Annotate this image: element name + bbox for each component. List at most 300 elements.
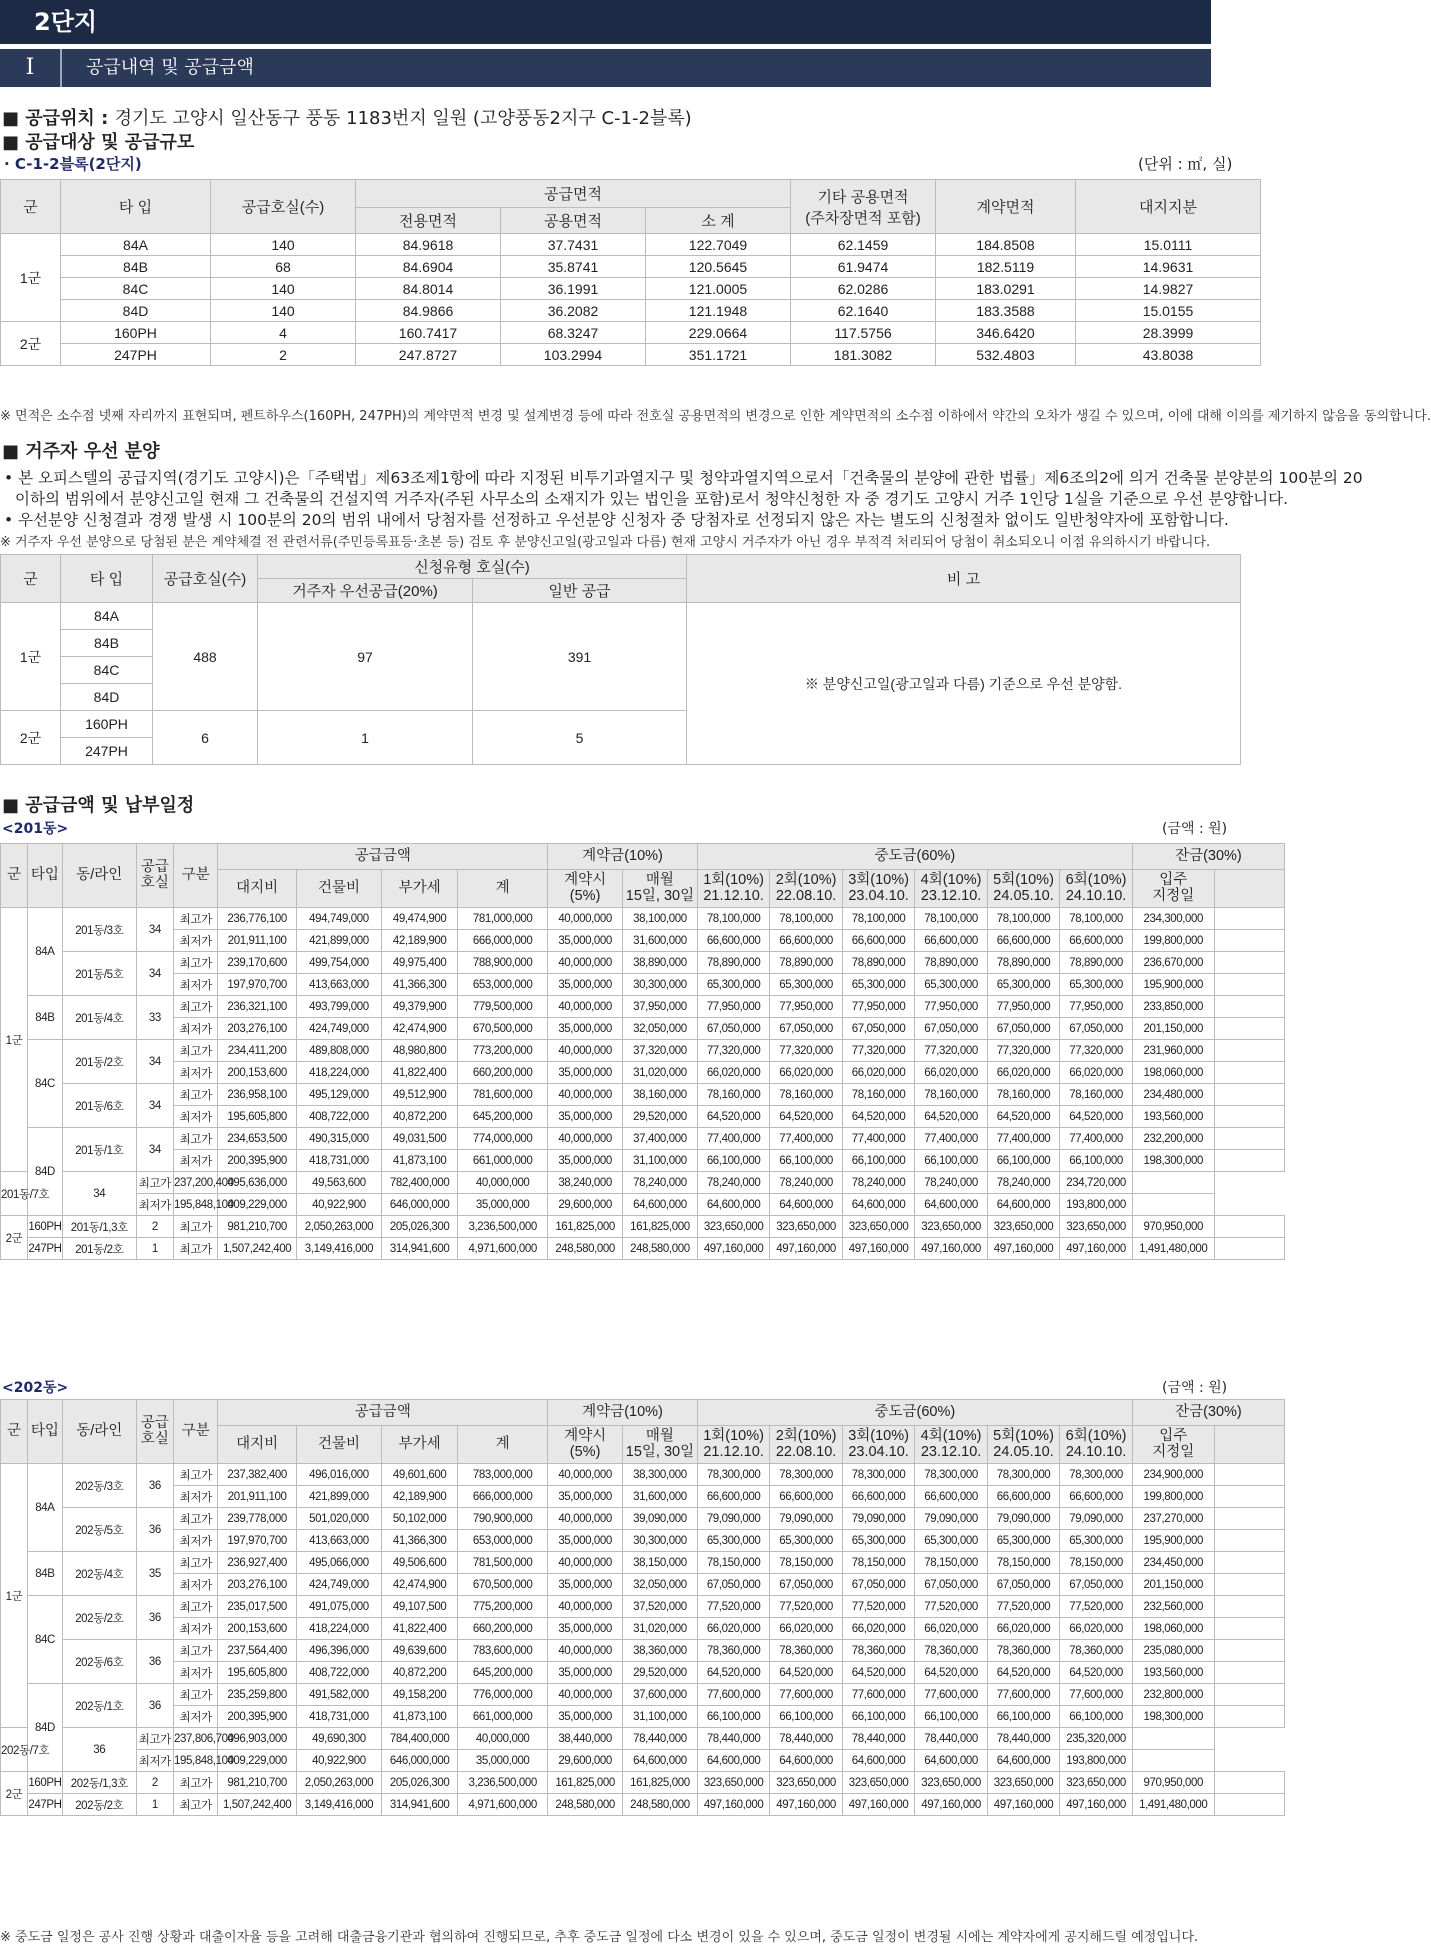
cell: 64,520,000 [770, 1662, 842, 1684]
cell: 78,100,000 [1060, 908, 1133, 930]
cell: 43.8038 [1076, 344, 1261, 366]
table-row [1, 1508, 1285, 1530]
resident-heading: ■ 거주자 우선 분양 [2, 441, 160, 462]
cell: 77,320,000 [987, 1040, 1059, 1062]
table-row [1, 322, 1261, 344]
cell: 66,020,000 [770, 1618, 842, 1640]
cell: 77,320,000 [697, 1040, 769, 1062]
price-kind: 최저가 [174, 1530, 218, 1552]
cell: 40,000,000 [548, 1084, 623, 1106]
count-cell: 2 [136, 1216, 173, 1238]
price-kind: 최저가 [174, 1662, 218, 1684]
cell: 78,360,000 [915, 1640, 987, 1662]
cell: 84A [61, 234, 211, 256]
cell: 160.7417 [356, 322, 501, 344]
cell: 122.7049 [646, 234, 791, 256]
cell: 35,000,000 [548, 1106, 623, 1128]
cell: 670,500,000 [458, 1574, 548, 1596]
cell: 408,722,000 [296, 1662, 381, 1684]
cell: 78,890,000 [842, 952, 914, 974]
cell: 65,300,000 [770, 1530, 842, 1552]
cell: 773,200,000 [458, 1040, 548, 1062]
cell: 62.1640 [791, 300, 936, 322]
cell: 232,560,000 [1132, 1596, 1214, 1618]
table-row [1, 344, 1261, 366]
cell: 62.0286 [791, 278, 936, 300]
cell: 78,300,000 [915, 1464, 987, 1486]
cell: 35,000,000 [548, 1618, 623, 1640]
cell: 783,600,000 [458, 1640, 548, 1662]
units-cell: 488 [153, 603, 258, 711]
col-header: 군 [1, 180, 61, 234]
priority-cell: 1 [258, 711, 473, 765]
section-number: I [0, 49, 62, 87]
line-cell: 202동/1호 [62, 1684, 136, 1728]
cell: 774,000,000 [458, 1128, 548, 1150]
type-cell: 160PH [61, 711, 153, 738]
cell: 775,200,000 [458, 1596, 548, 1618]
count-cell: 36 [136, 1640, 173, 1684]
cell: 37,320,000 [623, 1040, 698, 1062]
cell: 79,090,000 [1060, 1508, 1133, 1530]
cell: 66,600,000 [987, 930, 1059, 952]
cell: 4,971,600,000 [458, 1794, 548, 1816]
col-header: 전용면적 [356, 208, 501, 234]
cell: 229.0664 [646, 322, 791, 344]
cell: 234,480,000 [1132, 1084, 1214, 1106]
cell: 77,320,000 [770, 1040, 842, 1062]
cell: 496,903,000 [218, 1728, 296, 1750]
cell: 497,160,000 [770, 1238, 842, 1260]
col-header: 공급금액 [218, 844, 548, 870]
cell: 65,300,000 [1060, 974, 1133, 996]
cell: 161,825,000 [623, 1772, 698, 1794]
cell: 781,500,000 [458, 1552, 548, 1574]
cell: 65,300,000 [987, 974, 1059, 996]
line-cell: 202동/6호 [62, 1640, 136, 1684]
table-row [1, 1464, 1285, 1486]
cell: 50,102,000 [382, 1508, 458, 1530]
cell: 78,160,000 [842, 1084, 914, 1106]
cell: 66,020,000 [842, 1618, 914, 1640]
cell: 646,000,000 [382, 1750, 458, 1772]
col-header: 계약시 (5%) [548, 870, 623, 908]
price-heading: ■ 공급금액 및 납부일정 [2, 795, 195, 816]
cell: 203,276,100 [218, 1574, 296, 1596]
cell: 65,300,000 [697, 974, 769, 996]
price-kind: 최저가 [136, 1750, 173, 1772]
cell: 236,776,100 [218, 908, 296, 930]
cell: 49,474,900 [382, 908, 458, 930]
cell: 121.0005 [646, 278, 791, 300]
supply-note: ※ 면적은 소수점 넷째 자리까지 표현되며, 펜트하우스(160PH, 247PH)의 계약면적 변경 및 설계변경 등에 따라 전호실 공용면적의 변경으로 인한 계약면적의 소수점 이하에서 약간의 오차가 생길 수 있으며, 이에 대해 이의를 제기하지 않음을 동의합니다. [0, 409, 1431, 424]
cell: 42,474,900 [382, 1018, 458, 1040]
cell: 78,300,000 [697, 1464, 769, 1486]
cell: 36.2082 [501, 300, 646, 322]
cell: 64,520,000 [697, 1662, 769, 1684]
cell: 31,020,000 [623, 1618, 698, 1640]
price-kind: 최고가 [174, 1084, 218, 1106]
cell: 140 [211, 234, 356, 256]
cell: 495,129,000 [296, 1084, 381, 1106]
cell: 78,360,000 [987, 1640, 1059, 1662]
cell: 184.8508 [936, 234, 1076, 256]
cell: 49,379,900 [382, 996, 458, 1018]
table-row [1, 1706, 1285, 1728]
col-header: 구분 [174, 844, 218, 908]
line-cell: 202동/1,3호 [62, 1772, 136, 1794]
cell: 65,300,000 [915, 974, 987, 996]
cell: 64,600,000 [697, 1750, 769, 1772]
cell: 161,825,000 [548, 1772, 623, 1794]
col-header: 타 입 [61, 180, 211, 234]
cell: 1,491,480,000 [1132, 1238, 1214, 1260]
cell: 234,653,500 [218, 1128, 296, 1150]
cell: 205,026,300 [382, 1216, 458, 1238]
cell: 490,315,000 [296, 1128, 381, 1150]
cell: 77,400,000 [697, 1128, 769, 1150]
cell: 4 [211, 322, 356, 344]
price-kind: 최저가 [136, 1194, 173, 1216]
cell: 234,450,000 [1132, 1552, 1214, 1574]
table-row [1, 952, 1285, 974]
table-row [1, 1596, 1285, 1618]
col-header: 공용면적 [501, 208, 646, 234]
cell: 66,020,000 [770, 1062, 842, 1084]
cell: 65,300,000 [987, 1530, 1059, 1552]
cell: 66,100,000 [987, 1706, 1059, 1728]
cell: 346.6420 [936, 322, 1076, 344]
table-row [1, 930, 1285, 952]
cell: 195,605,800 [218, 1662, 296, 1684]
col-header: 동/라인 [62, 1400, 136, 1464]
cell: 78,440,000 [987, 1728, 1059, 1750]
type-cell: 160PH [27, 1772, 62, 1794]
cell: 497,160,000 [915, 1238, 987, 1260]
table-row [1, 1172, 1285, 1194]
cell: 323,650,000 [987, 1772, 1059, 1794]
cell: 49,690,300 [296, 1728, 381, 1750]
cell: 645,200,000 [458, 1662, 548, 1684]
table-row [1, 1216, 1285, 1238]
cell: 195,900,000 [1132, 974, 1214, 996]
cell: 37,600,000 [623, 1684, 698, 1706]
group-cell: 1군 [1, 1464, 28, 1728]
resident-line: 이하의 범위에서 분양신고일 현재 그 건축물의 건설지역 거주자(주된 사무소의 소재지가 있는 법인을 포함)로서 청약신청한 자 중 경기도 고양시 거주 1인당 1실을 기준으로 우선 분양합니다. [15, 490, 1289, 508]
cell: 409,229,000 [218, 1750, 296, 1772]
cell: 49,563,600 [296, 1172, 381, 1194]
cell: 66,020,000 [915, 1618, 987, 1640]
price-kind: 최고가 [174, 1508, 218, 1530]
cell: 4,971,600,000 [458, 1238, 548, 1260]
cell: 66,100,000 [697, 1706, 769, 1728]
cell: 42,189,900 [382, 1486, 458, 1508]
general-cell: 391 [473, 603, 687, 711]
cell: 781,600,000 [458, 1084, 548, 1106]
type-cell: 247PH [27, 1794, 62, 1816]
cell: 193,560,000 [1132, 1106, 1214, 1128]
price-kind: 최저가 [174, 1062, 218, 1084]
cell: 15.0155 [1076, 300, 1261, 322]
cell: 421,899,000 [296, 1486, 381, 1508]
cell: 40,000,000 [548, 1684, 623, 1706]
cell: 236,321,100 [218, 996, 296, 1018]
cell: 497,160,000 [697, 1794, 769, 1816]
cell: 495,066,000 [296, 1552, 381, 1574]
col-header: 대지비 [218, 1426, 296, 1464]
cell: 3,236,500,000 [458, 1216, 548, 1238]
cell: 38,150,000 [623, 1552, 698, 1574]
cell: 77,950,000 [770, 996, 842, 1018]
price-kind: 최고가 [174, 1238, 218, 1260]
cell: 77,950,000 [842, 996, 914, 1018]
price-kind: 최고가 [174, 1128, 218, 1150]
cell: 35,000,000 [458, 1750, 548, 1772]
cell: 78,890,000 [1060, 952, 1133, 974]
cell: 66,020,000 [987, 1618, 1059, 1640]
count-cell: 34 [136, 952, 173, 996]
cell: 237,564,400 [218, 1640, 296, 1662]
cell: 77,600,000 [1060, 1684, 1133, 1706]
cell: 35,000,000 [548, 1018, 623, 1040]
cell: 183.3588 [936, 300, 1076, 322]
cell: 39,090,000 [623, 1508, 698, 1530]
cell: 66,020,000 [697, 1618, 769, 1640]
cell: 78,160,000 [987, 1084, 1059, 1106]
line-cell: 201동/2호 [62, 1238, 136, 1260]
cell: 64,600,000 [770, 1194, 842, 1216]
cell: 497,160,000 [697, 1238, 769, 1260]
cell: 323,650,000 [987, 1216, 1059, 1238]
cell: 239,778,000 [218, 1508, 296, 1530]
cell: 40,000,000 [548, 996, 623, 1018]
type-cell: 84B [27, 996, 62, 1040]
table-row [1, 908, 1285, 930]
cell: 237,270,000 [1132, 1508, 1214, 1530]
table-row [1, 1574, 1285, 1596]
col-header: 매월 15일, 30일 [623, 870, 698, 908]
cell: 79,090,000 [770, 1508, 842, 1530]
cell: 64,600,000 [915, 1750, 987, 1772]
cell: 40,000,000 [548, 1596, 623, 1618]
cell: 78,360,000 [842, 1640, 914, 1662]
cell: 496,396,000 [296, 1640, 381, 1662]
cell: 35,000,000 [548, 1530, 623, 1552]
unit-note: (단위 : ㎡, 실) [1138, 155, 1233, 173]
cell: 78,440,000 [623, 1728, 698, 1750]
price-kind: 최고가 [174, 1552, 218, 1574]
cell: 409,229,000 [218, 1194, 296, 1216]
type-cell: 84D [61, 684, 153, 711]
cell: 497,160,000 [1060, 1238, 1133, 1260]
cell: 67,050,000 [842, 1574, 914, 1596]
table-row [1, 1750, 1285, 1772]
cell: 78,300,000 [770, 1464, 842, 1486]
table-row [1, 1238, 1285, 1260]
cell: 3,236,500,000 [458, 1772, 548, 1794]
cell: 77,320,000 [842, 1040, 914, 1062]
count-cell: 34 [136, 1128, 173, 1172]
cell: 67,050,000 [1060, 1018, 1133, 1040]
cell: 67,050,000 [770, 1574, 842, 1596]
cell: 201,911,100 [218, 1486, 296, 1508]
price-kind: 최저가 [174, 1150, 218, 1172]
cell: 323,650,000 [770, 1772, 842, 1794]
cell: 201,150,000 [1132, 1018, 1214, 1040]
cell: 37,950,000 [623, 996, 698, 1018]
cell: 117.5756 [791, 322, 936, 344]
cell: 237,382,400 [218, 1464, 296, 1486]
resident-line: • 우선분양 신청결과 경쟁 발생 시 100분의 20의 범위 내에서 당첨자를 선정하고 우선분양 신청자 중 당첨자로 선정되지 않은 자는 별도의 신청절차 없이도 일반청약자에 포함합니다. [4, 511, 1229, 529]
cell: 497,160,000 [770, 1794, 842, 1816]
supply-heading: ■ 공급대상 및 공급규모 [2, 132, 195, 153]
col-header: 타 입 [61, 555, 153, 603]
col-header: 부가세 [382, 1426, 458, 1464]
cell: 77,400,000 [1060, 1128, 1133, 1150]
cell: 197,970,700 [218, 974, 296, 996]
col-header: 2회(10%) 22.08.10. [770, 870, 842, 908]
cell: 323,650,000 [915, 1772, 987, 1794]
cell: 78,150,000 [915, 1552, 987, 1574]
resident-table [0, 554, 1241, 765]
cell: 32,050,000 [623, 1018, 698, 1040]
cell: 660,200,000 [458, 1618, 548, 1640]
cell: 77,600,000 [770, 1684, 842, 1706]
col-header: 4회(10%) 23.12.10. [915, 870, 987, 908]
cell: 67,050,000 [697, 1574, 769, 1596]
cell: 67,050,000 [1060, 1574, 1133, 1596]
cell: 78,100,000 [842, 908, 914, 930]
cell: 501,020,000 [296, 1508, 381, 1530]
cell: 236,958,100 [218, 1084, 296, 1106]
line-cell: 201동/1호 [62, 1128, 136, 1172]
cell: 64,520,000 [1060, 1662, 1133, 1684]
cell: 234,411,200 [218, 1040, 296, 1062]
cell: 198,060,000 [1132, 1062, 1214, 1084]
cell: 79,090,000 [915, 1508, 987, 1530]
type-cell: 84D [27, 1684, 62, 1772]
cell: 200,395,900 [218, 1706, 296, 1728]
col-header: 계 [458, 1426, 548, 1464]
cell: 235,320,000 [1060, 1728, 1133, 1750]
cell: 497,160,000 [842, 1794, 914, 1816]
cell: 77,950,000 [697, 996, 769, 1018]
count-cell: 2 [136, 1772, 173, 1794]
cell: 64,600,000 [770, 1750, 842, 1772]
cell: 248,580,000 [548, 1794, 623, 1816]
type-cell: 84B [61, 630, 153, 657]
cell: 233,850,000 [1132, 996, 1214, 1018]
cell: 84.9618 [356, 234, 501, 256]
cell: 198,300,000 [1132, 1150, 1214, 1172]
cell: 64,520,000 [770, 1106, 842, 1128]
col-header: 비 고 [687, 555, 1241, 603]
cell: 64,520,000 [697, 1106, 769, 1128]
cell: 776,000,000 [458, 1684, 548, 1706]
cell: 66,100,000 [770, 1706, 842, 1728]
cell: 35.8741 [501, 256, 646, 278]
cell: 38,160,000 [623, 1084, 698, 1106]
cell: 35,000,000 [458, 1194, 548, 1216]
cell: 78,240,000 [770, 1172, 842, 1194]
cell: 65,300,000 [915, 1530, 987, 1552]
cell: 193,800,000 [1060, 1194, 1133, 1216]
cell: 37,400,000 [623, 1128, 698, 1150]
cell: 78,890,000 [987, 952, 1059, 974]
col-header: 계약금(10%) [548, 1400, 698, 1426]
cell: 77,320,000 [915, 1040, 987, 1062]
table-row [1, 1106, 1285, 1128]
cell: 40,872,200 [382, 1662, 458, 1684]
cell: 77,600,000 [915, 1684, 987, 1706]
cell: 78,240,000 [915, 1172, 987, 1194]
cell: 67,050,000 [915, 1018, 987, 1040]
table-row [1, 1530, 1285, 1552]
priority-cell: 97 [258, 603, 473, 711]
type-cell: 84A [27, 908, 62, 996]
cell: 234,300,000 [1132, 908, 1214, 930]
cell: 418,731,000 [296, 1150, 381, 1172]
cell: 41,873,100 [382, 1150, 458, 1172]
table-row [1, 1128, 1285, 1150]
cell: 66,600,000 [987, 1486, 1059, 1508]
table-row [1, 1040, 1285, 1062]
col-header: 대지지분 [1076, 180, 1261, 234]
cell: 79,090,000 [697, 1508, 769, 1530]
price-kind: 최저가 [174, 1018, 218, 1040]
cell: 49,107,500 [382, 1596, 458, 1618]
col-header: 타입 [27, 844, 62, 908]
table-row [1, 234, 1261, 256]
cell: 84B [61, 256, 211, 278]
cell: 323,650,000 [697, 1216, 769, 1238]
cell: 65,300,000 [842, 974, 914, 996]
cell: 42,189,900 [382, 930, 458, 952]
cell: 323,650,000 [842, 1772, 914, 1794]
cell: 239,170,600 [218, 952, 296, 974]
cell: 78,300,000 [1060, 1464, 1133, 1486]
cell: 232,200,000 [1132, 1128, 1214, 1150]
cell: 494,749,000 [296, 908, 381, 930]
cell: 499,754,000 [296, 952, 381, 974]
cell: 779,500,000 [458, 996, 548, 1018]
table-row [1, 300, 1261, 322]
cell: 200,153,600 [218, 1618, 296, 1640]
price-table [0, 843, 1285, 1260]
cell: 38,890,000 [623, 952, 698, 974]
cell: 14.9631 [1076, 256, 1261, 278]
cell: 77,400,000 [987, 1128, 1059, 1150]
cell: 323,650,000 [842, 1216, 914, 1238]
cell: 30,300,000 [623, 974, 698, 996]
price-kind: 최고가 [174, 1464, 218, 1486]
cell: 489,808,000 [296, 1040, 381, 1062]
cell: 323,650,000 [770, 1216, 842, 1238]
cell: 78,440,000 [770, 1728, 842, 1750]
cell: 784,400,000 [382, 1728, 458, 1750]
col-header: 공급금액 [218, 1400, 548, 1426]
cell: 14.9827 [1076, 278, 1261, 300]
cell: 78,160,000 [770, 1084, 842, 1106]
line-cell: 202동/5호 [62, 1508, 136, 1552]
cell: 62.1459 [791, 234, 936, 256]
type-cell: 160PH [27, 1216, 62, 1238]
cell: 66,100,000 [1060, 1150, 1133, 1172]
cell: 66,100,000 [915, 1706, 987, 1728]
col-header: 군 [1, 1400, 28, 1464]
cell: 235,259,800 [218, 1684, 296, 1706]
cell: 78,300,000 [987, 1464, 1059, 1486]
